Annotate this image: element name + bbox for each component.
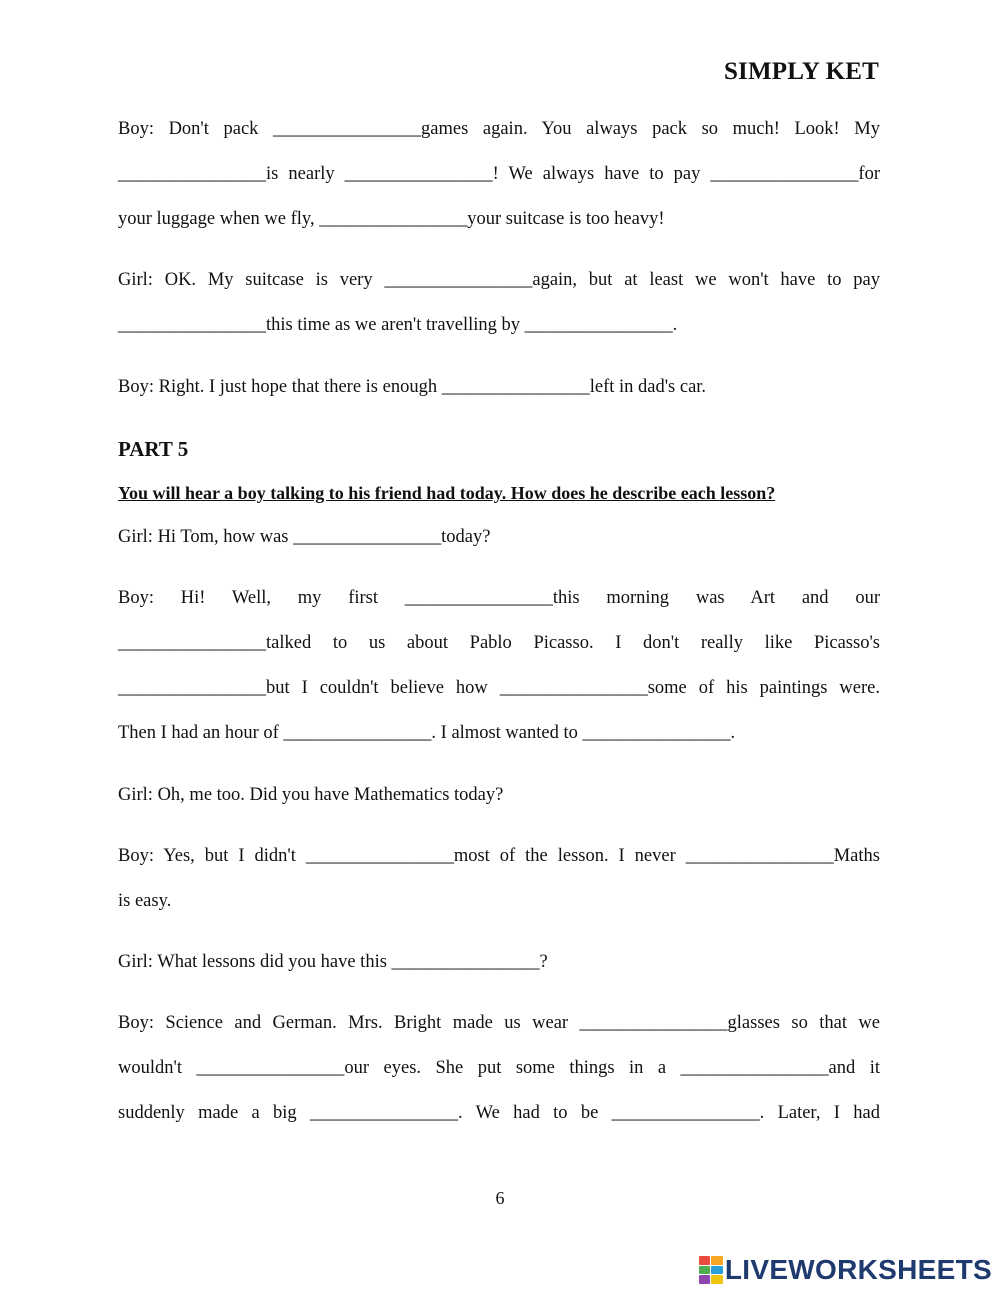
text-line: ________________but I couldn't believe how ________________some of his paintings were. bbox=[118, 678, 880, 698]
text-line: ________________this time as we aren't travelling by ________________. bbox=[118, 315, 678, 335]
text-line: Girl: Hi Tom, how was ________________today? bbox=[118, 527, 491, 547]
liveworksheets-logo bbox=[699, 1254, 992, 1286]
text-line: Boy: Right. I just hope that there is enough ________________left in dad's car. bbox=[118, 377, 707, 397]
text-line: Girl: What lessons did you have this ________________? bbox=[118, 952, 548, 972]
section-heading: PART 5 bbox=[118, 437, 189, 461]
text-line: Then I had an hour of ________________. I almost wanted to ________________. bbox=[118, 723, 736, 743]
text-line: Boy: Yes, but I didn't ________________most of the lesson. I never ________________Maths bbox=[118, 846, 880, 866]
text-line: Girl: OK. My suitcase is very ________________again, but at least we won't have to pay bbox=[118, 270, 880, 290]
text-line: is easy. bbox=[118, 891, 172, 911]
text-line: ________________talked to us about Pablo Picasso. I don't really like Picasso's bbox=[118, 633, 880, 653]
page-header-title: SIMPLY KET bbox=[723, 58, 879, 85]
liveworksheets-logo-text: LIVEWORKSHEETS bbox=[724, 1254, 992, 1285]
text-line: wouldn't ________________our eyes. She put some things in a ________________and it bbox=[118, 1058, 880, 1078]
text-line: Boy: Hi! Well, my first ________________this morning was Art and our bbox=[118, 588, 880, 608]
text-line: suddenly made a big ________________. We had to be ________________. Later, I had bbox=[118, 1103, 880, 1123]
text-line: Boy: Don't pack ________________games again. You always pack so much! Look! My bbox=[118, 119, 880, 139]
section-instruction: You will hear a boy talking to his friend had today. How does he describe each lesson? bbox=[118, 483, 776, 503]
text-line: Boy: Science and German. Mrs. Bright made us wear ________________glasses so that we bbox=[118, 1013, 880, 1033]
text-line: your luggage when we fly, ________________your suitcase is too heavy! bbox=[118, 209, 665, 229]
liveworksheets-logo-icon bbox=[699, 1256, 723, 1284]
text-line: Girl: Oh, me too. Did you have Mathematics today? bbox=[118, 785, 504, 805]
text-line: ________________is nearly ________________! We always have to pay ________________for bbox=[118, 164, 880, 184]
page-number: 6 bbox=[495, 1188, 505, 1208]
